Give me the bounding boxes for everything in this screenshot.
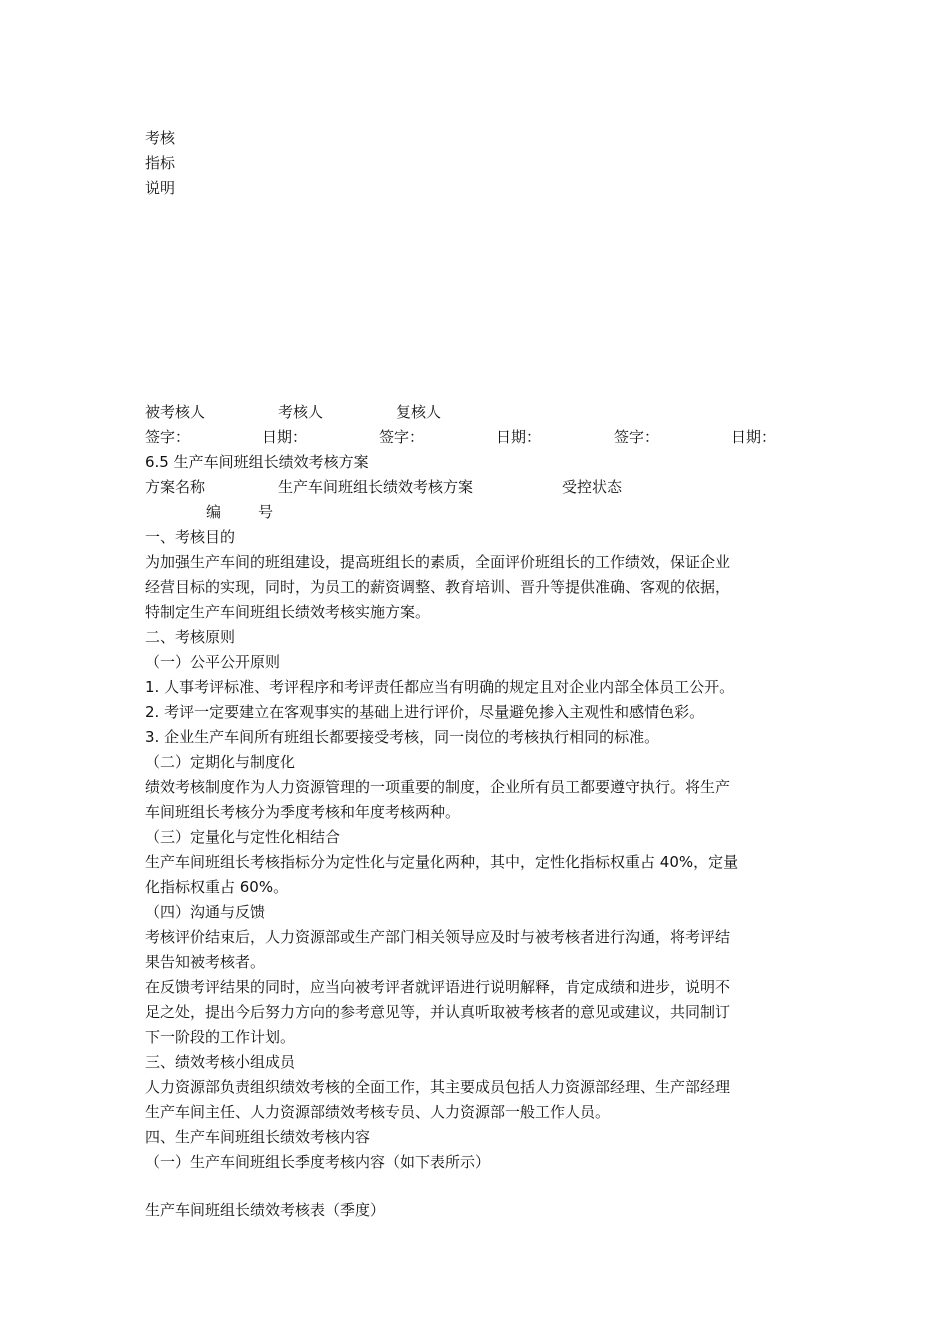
section-1-heading: 一、考核目的 (145, 528, 236, 546)
section-4-heading: 四、生产车间班组长绩效考核内容 (145, 1128, 371, 1146)
section-3-heading: 三、绩效考核小组成员 (145, 1053, 296, 1071)
principle-1-item: 2. 考评一定要建立在客观事实的基础上进行评价，尽量避免掺入主观性和感情色彩。 (145, 703, 705, 721)
section-4-subheading: （一）生产车间班组长季度考核内容（如下表所示） (145, 1153, 491, 1171)
signoff-role-assessor: 考核人 (278, 403, 324, 421)
principle-4-body-line: 果告知被考核者。 (145, 953, 266, 971)
signoff-date-2: 日期： (496, 428, 542, 446)
signoff-sign-1: 签字： (145, 428, 191, 446)
principle-2-body-line: 车间班组长考核分为季度考核和年度考核两种。 (145, 803, 461, 821)
signoff-sign-2: 签字： (379, 428, 425, 446)
signoff-role-assessee: 被考核人 (145, 403, 206, 421)
section-1-body-line: 为加强生产车间的班组建设，提高班组长的素质，全面评价班组长的工作绩效，保证企业 (145, 553, 731, 571)
section-1-body-line: 特制定生产车间班组长绩效考核实施方案。 (145, 603, 431, 621)
principle-4-body-line: 考核评价结束后，人力资源部或生产部门相关领导应及时与被考核者进行沟通，将考评结 (145, 928, 731, 946)
scheme-name-label: 方案名称 (145, 478, 206, 496)
signoff-sign-3: 签字： (614, 428, 660, 446)
principle-3-body-line: 生产车间班组长考核指标分为定性化与定量化两种，其中，定性化指标权重占 40%，定量 (145, 853, 739, 871)
principle-1-item: 1. 人事考评标准、考评程序和考评责任都应当有明确的规定且对企业内部全体员工公开。 (145, 678, 735, 696)
indicator-label-line-3: 说明 (145, 179, 176, 197)
section-title: 6.5 生产车间班组长绩效考核方案 (145, 453, 369, 471)
principle-1-item: 3. 企业生产车间所有班组长都要接受考核，同一岗位的考核执行相同的标准。 (145, 728, 660, 746)
section-1-body-line: 经营目标的实现，同时，为员工的薪资调整、教育培训、晋升等提供准确、客观的依据， (145, 578, 731, 596)
principle-4-body-line: 足之处，提出今后努力方向的参考意见等，并认真听取被考核者的意见或建议，共同制订 (145, 1003, 731, 1021)
signoff-role-reviewer: 复核人 (396, 403, 442, 421)
principle-2-body-line: 绩效考核制度作为人力资源管理的一项重要的制度，企业所有员工都要遵守执行。将生产 (145, 778, 731, 796)
signoff-date-3: 日期： (731, 428, 777, 446)
number-label-char-2: 号 (258, 503, 274, 521)
section-3-body-line: 人力资源部负责组织绩效考核的全面工作，其主要成员包括人力资源部经理、生产部经理 (145, 1078, 731, 1096)
section-2-heading: 二、考核原则 (145, 628, 236, 646)
indicator-label-line-1: 考核 (145, 129, 176, 147)
principle-3-body-line: 化指标权重占 60%。 (145, 878, 289, 896)
signoff-date-1: 日期： (262, 428, 308, 446)
indicator-label-line-2: 指标 (145, 154, 176, 172)
controlled-status-label: 受控状态 (562, 478, 623, 496)
principle-3-heading: （三）定量化与定性化相结合 (145, 828, 341, 846)
principle-2-heading: （二）定期化与制度化 (145, 753, 296, 771)
number-label-char-1: 编 (206, 503, 222, 521)
principle-4-body-line: 下一阶段的工作计划。 (145, 1028, 296, 1046)
table-caption: 生产车间班组长绩效考核表（季度） (145, 1201, 386, 1219)
section-3-body-line: 生产车间主任、人力资源部绩效考核专员、人力资源部一般工作人员。 (145, 1103, 611, 1121)
principle-4-body-line: 在反馈考评结果的同时，应当向被考评者就评语进行说明解释，肯定成绩和进步，说明不 (145, 978, 731, 996)
principle-1-heading: （一）公平公开原则 (145, 653, 281, 671)
principle-4-heading: （四）沟通与反馈 (145, 903, 266, 921)
scheme-name-value: 生产车间班组长绩效考核方案 (278, 478, 474, 496)
